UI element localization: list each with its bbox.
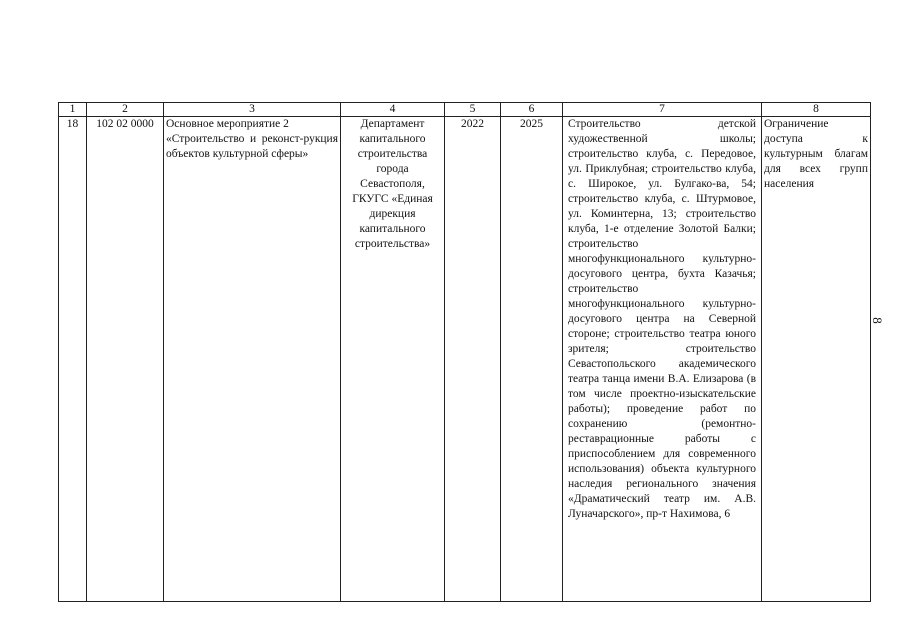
event-first-line: Основное мероприятие 2 [166,118,289,130]
results-cell: Строительство детской художественной школы; строительство клуба, с. Передовое, ул. Приклубная; строительство клуба, с. Широкое, ул. Булгако-ва, 54; строительство клуба, с. Штурмовое, ул. Коминтерна, 13; строительство клуба, 1-е отделение Золотой Балки; строительство многофункционального культурно-досугового центра, бухта Казачья; строительство многофункционального культурно-досугового центра на Северной стороне; строительство театра юного зрителя; строительство Севастопольского академического театра танца имени В.А. Елизарова (в том числе проектно-изыскательские работы); проведение работ по сохранению (ремонтно-реставрационные работы с приспособлением для современного использования) объекта культурного наследия регионального значения «Драматический театр им. А.В. Луначарского», пр-т Нахимова, 6 [563,117,762,602]
column-header: 8 [762,103,871,117]
event-name: «Строительство и реконст-рукция объектов культурной сферы» [166,133,338,160]
executor-cell: Департамент капитального строительства города Севастополя, ГКУГС «Единая дирекция капитального строительства» [341,117,445,602]
event-cell [164,117,341,602]
column-header: 2 [87,103,164,117]
column-header: 6 [501,103,563,117]
consequences-cell: Ограничение доступа к культурным благам для всех групп населения [762,117,871,602]
page-number: 8 [869,317,885,324]
column-header: 3 [164,103,341,117]
start-year-cell: 2022 [445,117,501,602]
row-number-cell: 18 [59,117,87,602]
column-header: 1 [59,103,87,117]
header-row [59,103,871,117]
column-header: 5 [445,103,501,117]
code-cell: 102 02 0000 [87,117,164,602]
column-header: 4 [341,103,445,117]
column-header: 7 [563,103,762,117]
program-table [58,102,871,602]
table-row [59,117,871,602]
end-year-cell: 2025 [501,117,563,602]
